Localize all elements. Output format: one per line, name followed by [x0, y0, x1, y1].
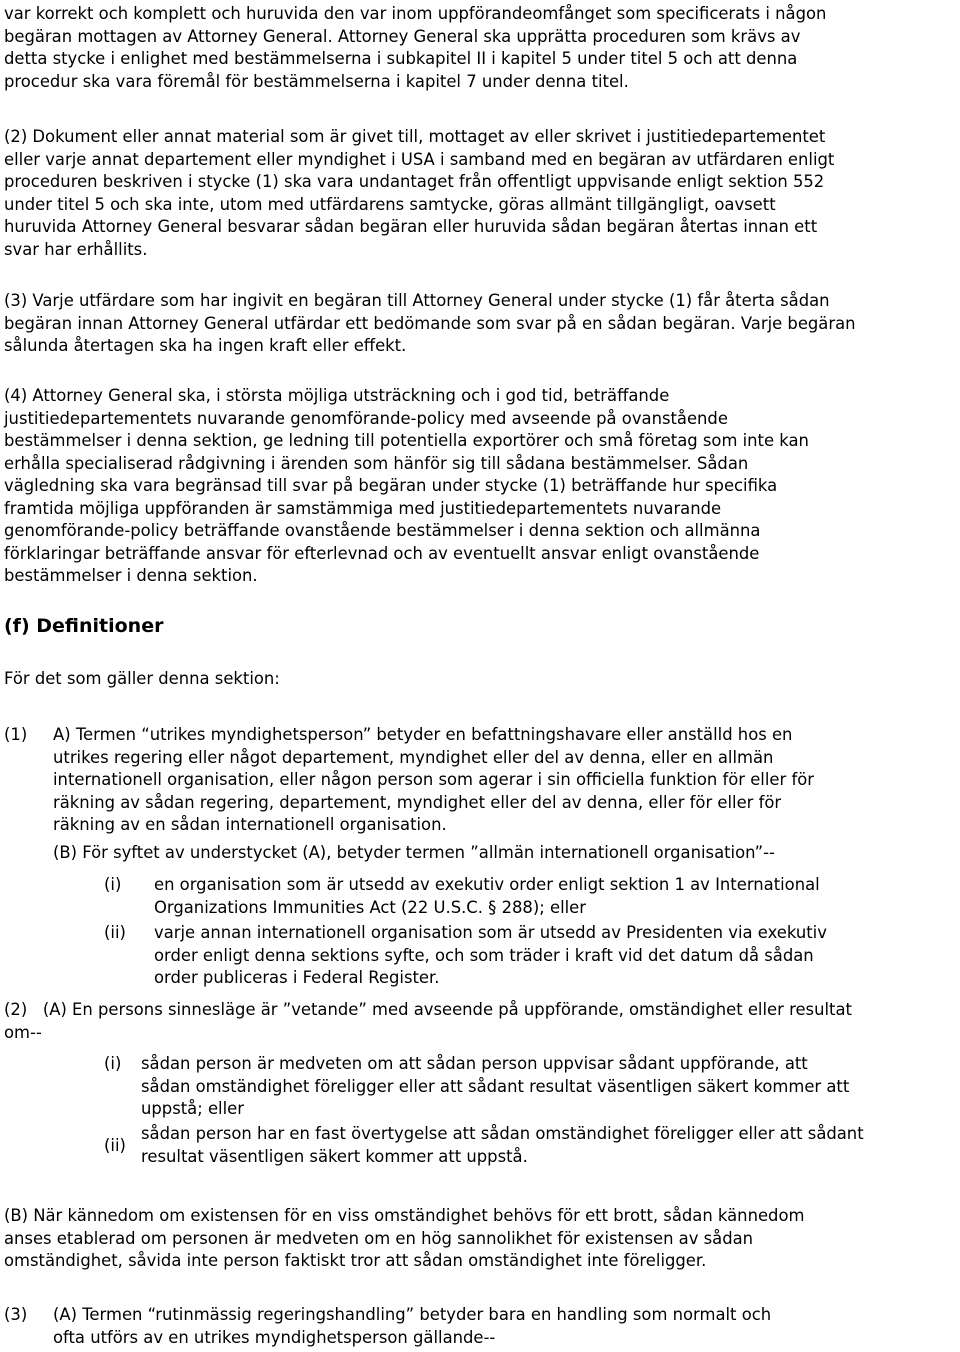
text-line: räkning av sådan regering, departement, myndighet eller del av denna, eller för eller för: [53, 792, 782, 812]
text-line: om--: [4, 1022, 42, 1042]
text-line: en organisation som är utsedd av exekutiv order enligt sektion 1 av International: [154, 875, 820, 894]
definition-1-a: [53, 724, 958, 837]
text-line: detta stycke i enlighet med bestämmelserna i subkapitel II i kapitel 5 under titel 5 och att denna: [4, 49, 798, 68]
definition-1-item-i: [154, 874, 954, 919]
text-line: ofta utförs av en utrikes myndighetsperson gällande--: [53, 1327, 496, 1347]
text-line: justitiedepartementets nuvarande genomförande-policy med avseende på ovanstående: [4, 408, 728, 428]
item-number: (1): [4, 725, 28, 744]
subitem-number: (i): [104, 1054, 122, 1073]
text-line: omständighet, såvida inte person faktiskt tror att sådan omständighet inte föreligger.: [4, 1251, 707, 1270]
text-line: sådan person har en fast övertygelse att sådan omständighet föreligger eller att sådant: [141, 1124, 864, 1143]
text-line: förklaringar beträffande ansvar för efterlevnad och av eventuellt ansvar enligt ovanstående: [4, 543, 760, 563]
section-heading: (f) Definitioner: [4, 615, 164, 637]
text-line: varje annan internationell organisation som är utsedd av Presidenten via exekutiv: [154, 923, 827, 942]
text-line: proceduren beskriven i stycke (1) ska vara undantaget från offentligt uppvisande enligt sektion 552: [4, 172, 825, 191]
text-line: internationell organisation, eller någon person som agerar i sin officiella funktion för eller för: [53, 770, 814, 789]
text-line: var korrekt och komplett och huruvida den var inom uppförandeomfånget som specificerats i någon: [4, 4, 827, 23]
text-line: Organizations Immunities Act (22 U.S.C. § 288); eller: [154, 897, 586, 917]
text-line: sådan person är medveten om att sådan person uppvisar sådant uppförande, att: [141, 1054, 808, 1073]
text-line: (2) (A) En persons sinnesläge är ”vetande” med avseende på uppförande, omständighet eller resultat: [4, 1000, 852, 1019]
text-line: (A) Termen “rutinmässig regeringshandling” betyder bara en handling som normalt och: [53, 1305, 772, 1324]
section-intro: För det som gäller denna sektion:: [4, 669, 280, 688]
paragraph-4: [4, 385, 958, 588]
definition-2-b: [4, 1205, 958, 1273]
text-line: begäran mottagen av Attorney General. Attorney General ska upprätta proceduren som krävs av: [4, 26, 801, 46]
paragraph-3: [4, 290, 958, 358]
text-line: framtida möjliga uppföranden är samstämmiga med justitiedepartementets nuvarande: [4, 498, 722, 518]
subitem-number: (i): [104, 875, 122, 894]
text-line: eller varje annat departement eller myndighet i USA i samband med en begäran av utfärdaren enligt: [4, 149, 835, 169]
text-line: (4) Attorney General ska, i största möjliga utsträckning och i god tid, beträffande: [4, 386, 670, 405]
text-line: resultat väsentligen säkert kommer att uppstå.: [141, 1146, 528, 1166]
item-number: (3): [4, 1305, 28, 1324]
text-line: begäran innan Attorney General utfärdar ett bedömande som svar på en sådan begäran. Varje begäran: [4, 313, 856, 333]
text-line: (2) Dokument eller annat material som är givet till, mottaget av eller skrivet i justitiedepartementet: [4, 127, 826, 146]
text-line: A) Termen “utrikes myndighetsperson” betyder en befattningshavare eller anställd hos en: [53, 725, 793, 744]
text-line: (B) När kännedom om existensen för en viss omständighet behövs för ett brott, sådan kännedom: [4, 1206, 805, 1225]
text-line: svar har erhållits.: [4, 239, 148, 259]
intro-paragraph: [4, 3, 958, 93]
text-line: vägledning ska vara begränsad till svar på begäran under stycke (1) beträffande hur specifika: [4, 476, 778, 495]
text-line: anses etablerad om personen är medveten om en hög sannolikhet för existensen av sådan: [4, 1228, 754, 1248]
subitem-number: (ii): [104, 1136, 126, 1155]
text-line: (3) Varje utfärdare som har ingivit en begäran till Attorney General under stycke (1) får återta sådan: [4, 291, 830, 310]
definition-1-b: (B) För syftet av understycket (A), betyder termen ”allmän internationell organisation”--: [53, 843, 775, 862]
text-line: huruvida Attorney General besvarar sådan begäran eller huruvida sådan begäran återtas innan ett: [4, 217, 818, 236]
text-line: utrikes regering eller något departement, myndighet eller del av denna, eller en allmän: [53, 747, 774, 767]
text-line: räkning av en sådan internationell organisation.: [53, 815, 447, 834]
subitem-number: (ii): [104, 923, 126, 942]
text-line: order enligt denna sektions syfte, och som träder i kraft vid det datum då sådan: [154, 945, 814, 965]
definition-2-a: [4, 999, 958, 1044]
text-line: order publiceras i Federal Register.: [154, 968, 440, 987]
text-line: genomförande-policy beträffande ovanstående bestämmelser i denna sektion och allmänna: [4, 521, 761, 540]
text-line: uppstå; eller: [141, 1099, 244, 1118]
text-line: sålunda återtagen ska ha ingen kraft eller effekt.: [4, 336, 407, 355]
definition-1-item-ii: [154, 922, 954, 990]
text-line: procedur ska vara föremål för bestämmelserna i kapitel 7 under denna titel.: [4, 71, 629, 91]
paragraph-2: [4, 126, 958, 261]
definition-3-a: [53, 1304, 958, 1349]
text-line: erhålla specialiserad rådgivning i ärenden som hänför sig till sådana bestämmelser. Sådan: [4, 453, 749, 473]
text-line: under titel 5 och ska inte, utom med utfärdarens samtycke, göras allmänt tillgängligt, oavsett: [4, 194, 776, 214]
text-line: bestämmelser i denna sektion, ge ledning till potentiella exportörer och små företag som inte kan: [4, 431, 809, 450]
definition-2-item-i: [141, 1053, 956, 1121]
text-line: bestämmelser i denna sektion.: [4, 566, 258, 585]
text-line: sådan omständighet föreligger eller att sådant resultat väsentligen säkert kommer att: [141, 1076, 850, 1096]
definition-2-item-ii: [141, 1123, 956, 1168]
